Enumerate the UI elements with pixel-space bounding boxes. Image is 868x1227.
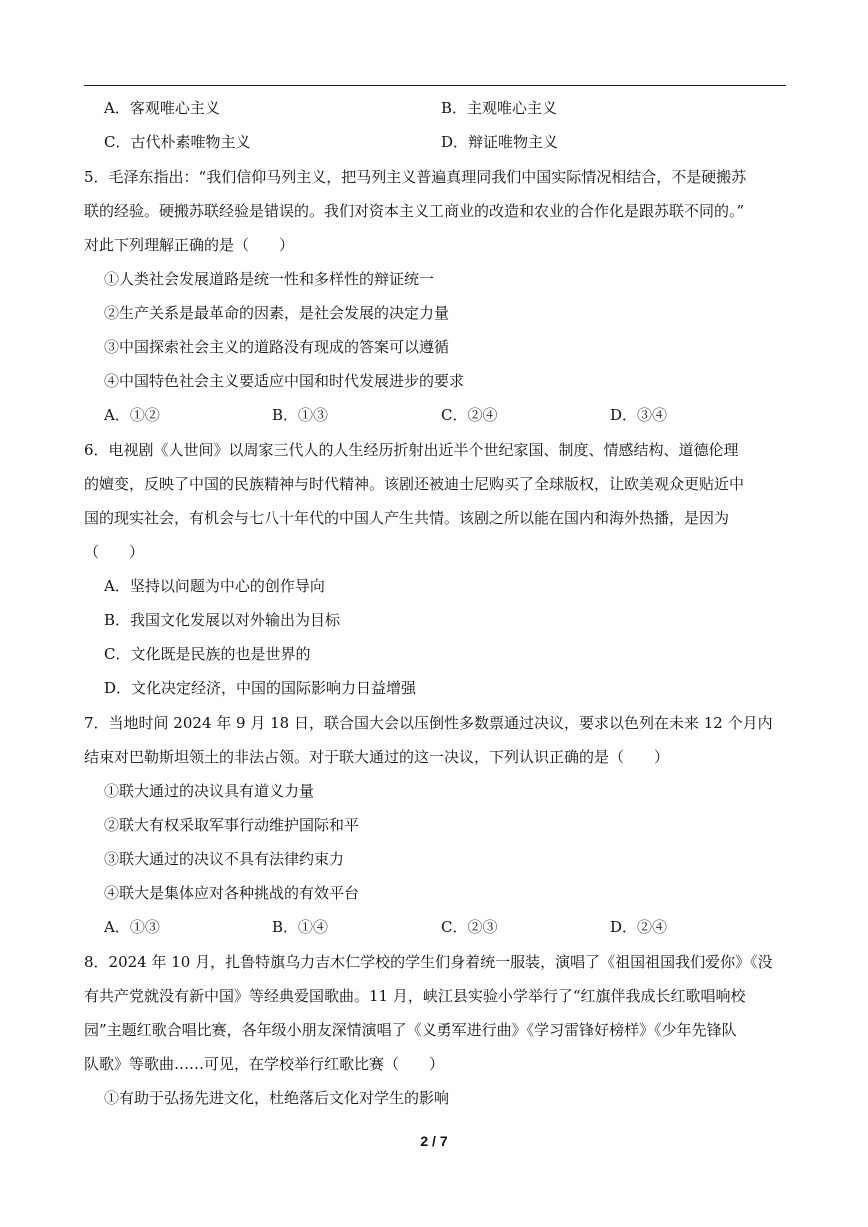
q5-item-4: ④中国特色社会主义要适应中国和时代发展进步的要求 bbox=[104, 372, 465, 390]
q7-option-d: D．②④ bbox=[610, 918, 668, 936]
page-number: 2 / 7 bbox=[420, 1133, 448, 1149]
q5-option-c: C．②④ bbox=[441, 406, 498, 424]
q8-stem-line-1: 8．2024 年 10 月，扎鲁特旗乌力吉木仁学校的学生们身着统一服装，演唱了《祖国祖国我们爱你》《没 bbox=[84, 953, 773, 971]
q8-stem-line-2: 有共产党就没有新中国》等经典爱国歌曲。11 月，峡江县实验小学举行了“红旗伴我成长红歌唱响校 bbox=[84, 987, 746, 1005]
q5-item-1: ①人类社会发展道路是统一性和多样性的辩证统一 bbox=[104, 270, 435, 288]
q6-option-d: D．文化决定经济，中国的国际影响力日益增强 bbox=[104, 679, 417, 697]
q7-item-1: ①联大通过的决议具有道义力量 bbox=[104, 782, 315, 800]
q6-option-a: A．坚持以问题为中心的创作导向 bbox=[104, 577, 325, 595]
q7-item-2: ②联大有权采取军事行动维护国际和平 bbox=[104, 816, 360, 834]
q5-option-d: D．③④ bbox=[610, 406, 668, 424]
q5-item-2: ②生产关系是最革命的因素，是社会发展的决定力量 bbox=[104, 304, 450, 322]
q4-option-d: D．辩证唯物主义 bbox=[441, 133, 559, 151]
q6-stem-line-1: 6．电视剧《人世间》以周家三代人的人生经历折射出近半个世纪家国、制度、情感结构、道德伦理 bbox=[84, 441, 739, 459]
q8-stem-line-3: 园”主题红歌合唱比赛，各年级小朋友深情演唱了《义勇军进行曲》《学习雷锋好榜样》《少年先锋队 bbox=[84, 1021, 737, 1039]
q8-item-1: ①有助于弘扬先进文化，杜绝落后文化对学生的影响 bbox=[104, 1089, 450, 1107]
q7-option-c: C．②③ bbox=[441, 918, 498, 936]
q4-option-b: B．主观唯心主义 bbox=[441, 99, 558, 117]
q8-stem-line-4: 队歌》等歌曲……可见，在学校举行红歌比赛（ ） bbox=[84, 1055, 445, 1073]
q4-option-a: A．客观唯心主义 bbox=[104, 99, 220, 117]
header-rule bbox=[84, 85, 786, 86]
q7-option-a: A．①③ bbox=[104, 918, 160, 936]
q5-option-b: B．①③ bbox=[272, 406, 329, 424]
q6-stem-line-2: 的嬗变，反映了中国的民族精神与时代精神。该剧还被迪士尼购买了全球版权，让欧美观众更贴近中 bbox=[84, 475, 745, 493]
q7-option-b: B．①④ bbox=[272, 918, 329, 936]
q7-item-4: ④联大是集体应对各种挑战的有效平台 bbox=[104, 884, 360, 902]
q7-stem-line-2: 结束对巴勒斯坦领土的非法占领。对于联大通过的这一决议，下列认识正确的是（ ） bbox=[84, 748, 670, 766]
q7-item-3: ③联大通过的决议不具有法律约束力 bbox=[104, 850, 345, 868]
q5-stem-line-3: 对此下列理解正确的是（ ） bbox=[84, 236, 295, 254]
q6-stem-line-3: 国的现实社会，有机会与七八十年代的中国人产生共情。该剧之所以能在国内和海外热播，是因为 bbox=[84, 509, 730, 527]
q6-option-b: B．我国文化发展以对外输出为目标 bbox=[104, 611, 341, 629]
q5-option-a: A．①② bbox=[104, 406, 160, 424]
q5-stem-line-2: 联的经验。硬搬苏联经验是错误的。我们对资本主义工商业的改造和农业的合作化是跟苏联不同的。” bbox=[84, 202, 745, 220]
q6-stem-line-4: （ ） bbox=[84, 543, 145, 561]
q4-option-c: C．古代朴素唯物主义 bbox=[104, 133, 251, 151]
q5-stem-line-1: 5．毛泽东指出：“我们信仰马列主义，把马列主义普遍真理同我们中国实际情况相结合，不是硬搬苏 bbox=[84, 168, 747, 186]
q5-item-3: ③中国探索社会主义的道路没有现成的答案可以遵循 bbox=[104, 338, 450, 356]
q6-option-c: C．文化既是民族的也是世界的 bbox=[104, 645, 311, 663]
q7-stem-line-1: 7．当地时间 2024 年 9 月 18 日，联合国大会以压倒性多数票通过决议，要求以色列在未来 12 个月内 bbox=[84, 714, 773, 732]
